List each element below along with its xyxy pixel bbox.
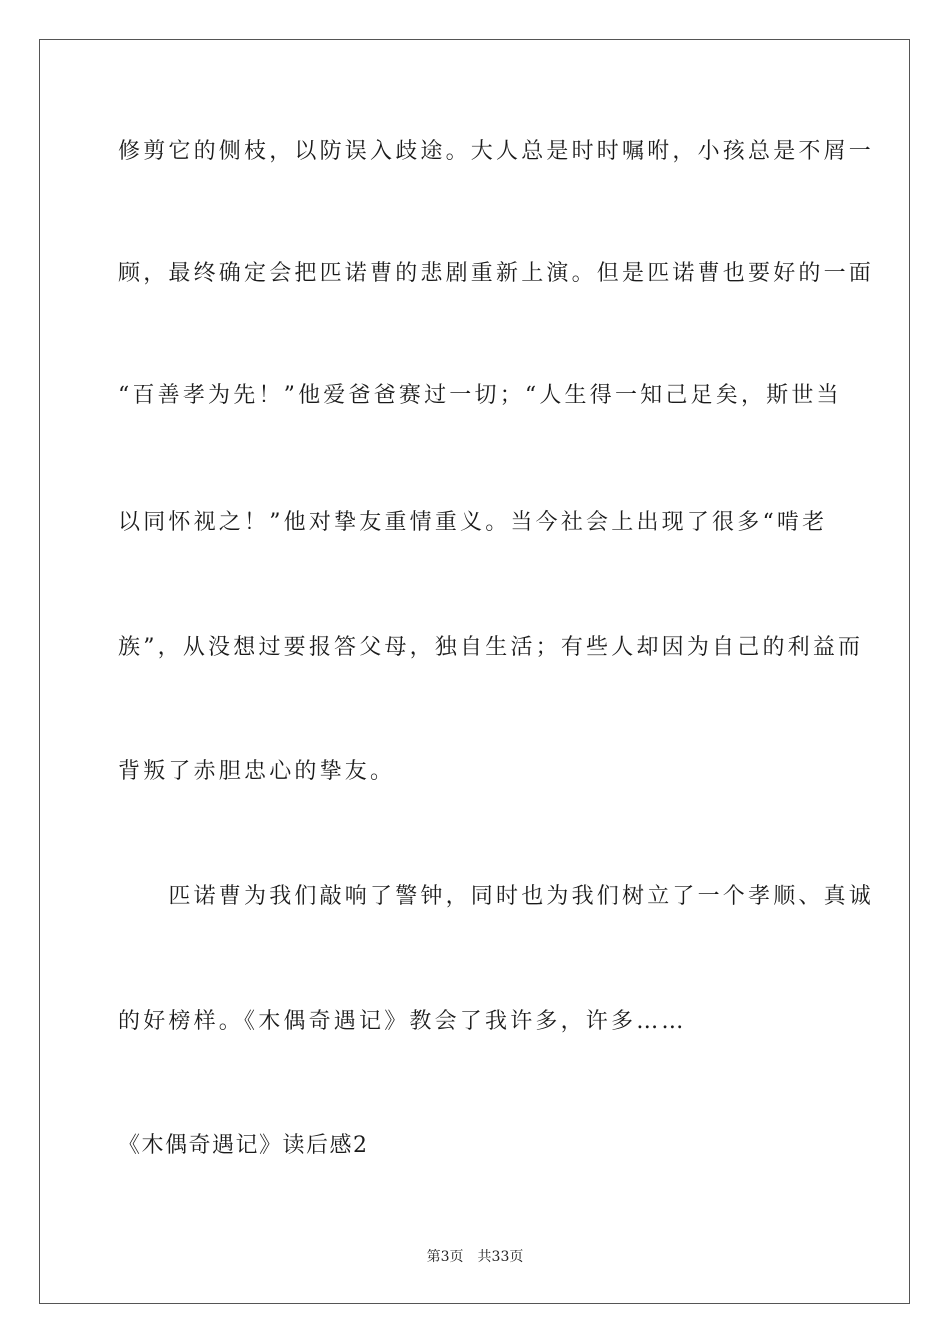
- paragraph-line: 修剪它的侧枝，以防误入歧途。大人总是时时嘱咐，小孩总是不屑一: [118, 139, 875, 164]
- paragraph-line: 背叛了赤胆忠心的挚友。: [118, 759, 396, 784]
- paragraph-line: “百善孝为先！”他爱爸爸赛过一切；“人生得一知己足矣，斯世当: [118, 383, 842, 408]
- paragraph-line: 以同怀视之！”他对挚友重情重义。当今社会上出现了很多“啃老: [118, 510, 828, 535]
- page-border: [39, 39, 910, 1304]
- section-heading: 《木偶奇遇记》读后感2: [118, 1133, 369, 1158]
- paragraph-line: 匹诺曹为我们敲响了警钟，同时也为我们树立了一个孝顺、真诚: [118, 884, 875, 909]
- page-footer: [0, 1247, 950, 1267]
- page-number: 第3页: [426, 1249, 464, 1265]
- paragraph-line: 顾，最终确定会把匹诺曹的悲剧重新上演。但是匹诺曹也要好的一面: [118, 261, 875, 286]
- total-pages: 共33页: [477, 1249, 524, 1265]
- paragraph-line: 的好榜样。《木偶奇遇记》教会了我许多，许多……: [118, 1009, 687, 1034]
- paragraph-line: 族”，从没想过要报答父母，独自生活；有些人却因为自己的利益而: [118, 635, 864, 660]
